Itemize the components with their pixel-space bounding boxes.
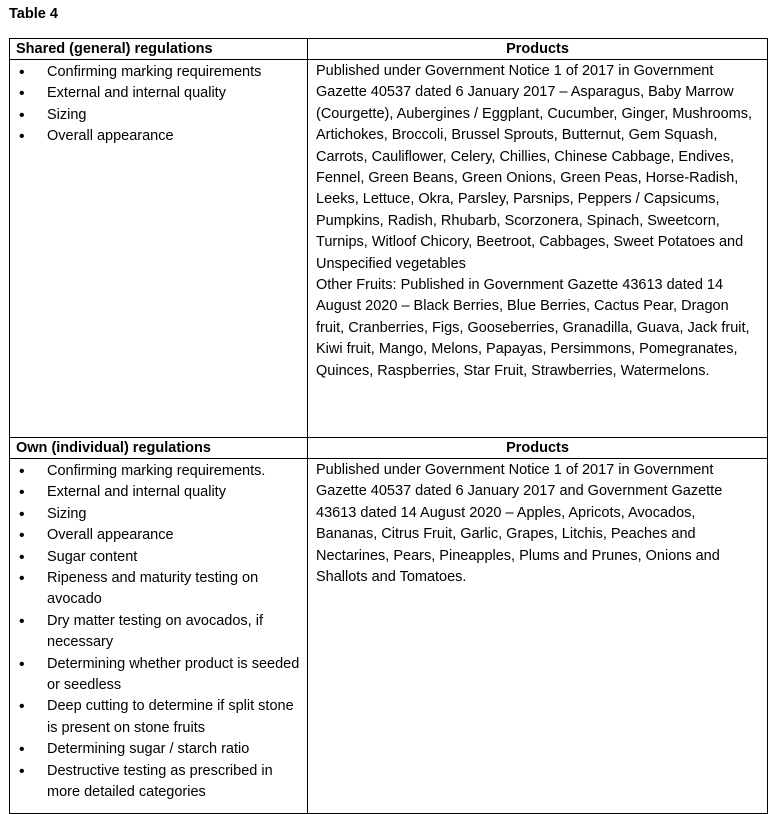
shared-regulations-cell [10, 60, 308, 438]
regulations-table [9, 38, 768, 814]
shared-header-row [10, 39, 768, 60]
other-fruits-products-text: Other Fruits: Published in Government Gazette 43613 dated 14 August 2020 – Black Berries, Blue Berries, Cactus Pear, Dragon fruit, Cranberries, Figs, Gooseberries, Granadilla, Guava, Jack fruit, Kiwi fruit, Mango, Melons, Papayas, Persimmons, Pomegranates, Quinces, Raspberries, Star Fruit, Strawberries, Watermelons. [316, 277, 750, 379]
list-item: • Determining whether product is seeded or seedless [10, 654, 301, 697]
own-body-row [10, 459, 768, 814]
list-item: • Sugar content [10, 547, 301, 568]
own-regulations-list [10, 459, 307, 804]
list-item: • Overall appearance [10, 525, 301, 546]
shared-products-header: Products [308, 39, 768, 60]
own-regulations-header: Own (individual) regulations [10, 438, 308, 459]
table-caption: Table 4 [9, 6, 58, 22]
list-item: • Deep cutting to determine if split stone is present on stone fruits [10, 696, 301, 739]
own-products-cell [308, 459, 768, 814]
list-item: • External and internal quality [10, 482, 301, 503]
own-regulations-cell [10, 459, 308, 814]
list-item: • Sizing [10, 504, 301, 525]
shared-body-row [10, 60, 768, 438]
list-item: • Determining sugar / starch ratio [10, 739, 301, 760]
list-item: • Overall appearance [10, 126, 301, 147]
list-item: • Confirming marking requirements [10, 62, 301, 83]
shared-regulations-header: Shared (general) regulations [10, 39, 308, 60]
list-item: • Sizing [10, 105, 301, 126]
list-item: • Confirming marking requirements. [10, 461, 301, 482]
own-products-header: Products [308, 438, 768, 459]
list-item: • Ripeness and maturity testing on avocado [10, 568, 301, 611]
own-header-row [10, 438, 768, 459]
shared-regulations-list [10, 60, 307, 148]
fruits-products-text: Published under Government Notice 1 of 2017 in Government Gazette 40537 dated 6 January 2017 and Government Gazette 43613 dated 14 August 2020 – Apples, Apricots, Avocados, Bananas, Citrus Fruit, Garlic, Grapes, Litchis, Peaches and Nectarines, Pears, Pineapples, Plums and Prunes, Onions and Shallots and Tomatoes. [316, 462, 723, 586]
list-item: • Dry matter testing on avocados, if necessary [10, 611, 301, 654]
list-item: • Destructive testing as prescribed in more detailed categories [10, 761, 301, 804]
shared-products-cell [308, 60, 768, 438]
vegetables-products-text: Published under Government Notice 1 of 2017 in Government Gazette 40537 dated 6 January 2017 – Asparagus, Baby Marrow (Courgette), Aubergines / Eggplant, Cucumber, Ginger, Mushrooms, Artichokes, Broccoli, Brussel Sprouts, Butternut, Gem Squash, Carrots, Cauliflower, Celery, Chillies, Chinese Cabbage, Endives, Fennel, Green Beans, Green Onions, Green Peas, Horse-Radish, Leeks, Lettuce, Okra, Parsley, Parsnips, Peppers / Capsicums, Pumpkins, Radish, Rhubarb, Scorzonera, Spinach, Sweetcorn, Turnips, Witloof Chicory, Beetroot, Cabbages, Sweet Potatoes and Unspecified vegetables [316, 63, 753, 272]
list-item: • External and internal quality [10, 83, 301, 104]
